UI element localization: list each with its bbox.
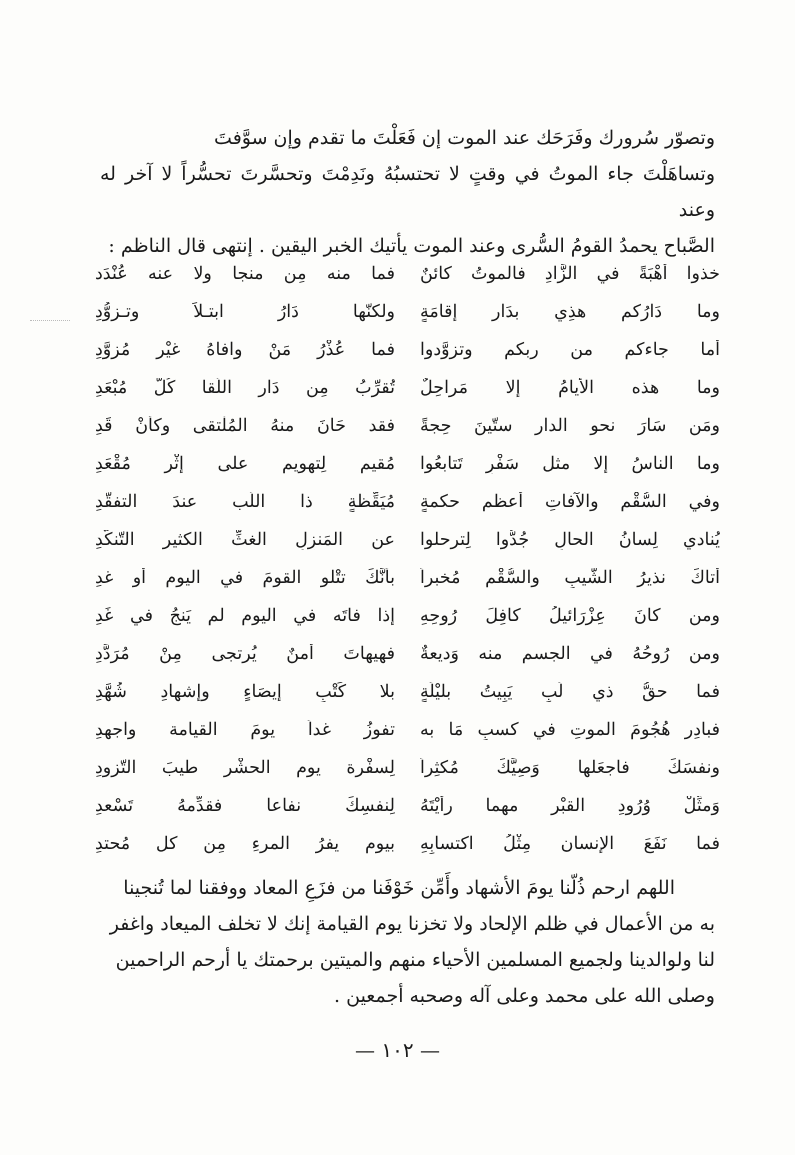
verse-second-hemistich: فما عُذْرُ مَنْ وافاهُ غيْر مُزوَّدِ (95, 340, 395, 360)
verse-first-hemistich: وَمثِّلْ وُرُودِ القبْرِ مهما رأيْتَهُ (420, 796, 720, 816)
verse-second-hemistich: تفوزُ غداً يومَ القيامة واجهدِ (95, 720, 395, 740)
verse-second-hemistich: عن المَنزِلِ الغثِّ الكثيرِ التّنكُّدِ (95, 530, 395, 550)
prose-line: لنا ولوالدينا ولجميع المسلمين الأحياء منهم والميتين برحمتك يا أرحم الراحمين (115, 949, 715, 971)
verse-first-hemistich: ومن رُوحُهُ في الجسم منه وَديعةٌ (420, 644, 720, 664)
poem-verse (95, 559, 720, 597)
verse-second-hemistich: ولكنّها دَارُ ابتـلاً وتـزوُّدِ (95, 302, 395, 322)
poem-verse (95, 369, 720, 407)
prose-line: به من الأعمال في ظلم الإلحاد ولا تخزنا يوم القيامة إنك لا تخلف الميعاد واغفر (109, 913, 715, 935)
poem-verse (95, 255, 720, 293)
poem-verse (95, 521, 720, 559)
poem-verse (95, 331, 720, 369)
opening-paragraph (100, 120, 715, 264)
verse-first-hemistich: فما حقُّ ذي لُبٍ يَبِيتُ بليْلَةٍ (420, 682, 720, 702)
verse-second-hemistich: لِنفسِكَ نفاعا فقدِّمهُ تَسْعدِ (95, 796, 395, 816)
verse-second-hemistich: إذا فاتَه في اليوم لم يَنجُ في غَدِ (95, 606, 395, 626)
verse-second-hemistich: مُيَقِّظةٍ ذا اللُّب عندَ التفقُّدِ (95, 492, 395, 512)
prose-line: وتصوّر سُرورك وفَرَحَك عند الموت إن فَعَلْتَ ما تقدم وإن سوَّفتَ (214, 127, 715, 149)
page-number: — ١٠٢ — (355, 1038, 440, 1062)
verse-first-hemistich: فما نَفَعَ الإنسان مِثْلُ اكتسابِهِ (420, 834, 720, 854)
verse-first-hemistich: أتاكَ نذيرُ الشَّيبِ والسُّقْمِ مُخبراً (420, 568, 720, 588)
closing-supplication (100, 870, 715, 1014)
verse-first-hemistich: وفي السُّقْمِ والآفاتِ أعظم حكمةٍ (420, 492, 720, 512)
verse-second-hemistich: فهيهاتَ أمنٌ يُرتجى مِنْ مُرَدَّدِ (95, 644, 395, 664)
poem (95, 255, 720, 863)
poem-verse (95, 597, 720, 635)
poem-verse (95, 825, 720, 863)
poem-verse (95, 293, 720, 331)
prose-line: الصَّباح يحمدُ القومُ السُّرى وعند الموت يأتيك الخبر اليقين . إنتهى قال الناظم : (108, 235, 715, 257)
verse-first-hemistich: ومن كانَ عِزْرَائيلُ كافِلَ رُوحِهِ (420, 606, 720, 626)
verse-first-hemistich: خذوا أُهْبَةً في الزَّادِ فالموتُ كائنٌ (420, 264, 720, 284)
verse-first-hemistich: وما هذه الأيامُ إلا مَراحِلٌ (420, 378, 720, 398)
margin-mark (30, 320, 70, 322)
verse-second-hemistich: فقد حَانَ منهُ المُلْتقى وكأنْ قَدِ (95, 416, 395, 436)
prose-line: وتساهَلْتَ جاء الموتُ في وقتٍ لا تحتسبُهُ ونَدِمْتَ وتحسَّرتَ تحسُّراً لا آخر له وعند (100, 163, 715, 221)
poem-verse (95, 483, 720, 521)
verse-first-hemistich: ومَن سَارَ نحو الدار ستّينَ حِجةً (420, 416, 720, 436)
poem-verse (95, 749, 720, 787)
verse-first-hemistich: وما الناسُ إلا مثل سَفْرٍ تَتابعُوا (420, 454, 720, 474)
verse-first-hemistich: يُنادي لِسانُ الحالِ جُدُّوا لِترحلوا (420, 530, 720, 550)
verse-first-hemistich: فبادِر هُجُومَ الموتِ في كسبِ مَا به (420, 720, 720, 740)
verse-first-hemistich: أما جاءكم من ربكم وتزوَّدوا (420, 340, 720, 360)
verse-second-hemistich: بيوم يفرُ المرءِ مِن كل مُحتدِ (95, 834, 395, 854)
prose-line: وصلى الله على محمد وعلى آله وصحبه أجمعين . (334, 985, 715, 1007)
poem-verse (95, 673, 720, 711)
verse-second-hemistich: بلا كَتْبِ إيصَاءٍ وإشهادِ شُهَّدِ (95, 682, 395, 702)
verse-second-hemistich: مُقيم لِتهويم على إثْرِ مُقْعَدِ (95, 454, 395, 474)
verse-second-hemistich: فما منه مِن منجا ولا عنه عُنْدَد (95, 264, 395, 284)
poem-verse (95, 445, 720, 483)
poem-verse (95, 635, 720, 673)
verse-second-hemistich: بأنَّكَ تتْلو القومَ في اليومِ أو غدِ (95, 568, 395, 588)
verse-first-hemistich: وما دَارُكم هذِي بدَارِ إقامَةٍ (420, 302, 720, 322)
poem-verse (95, 787, 720, 825)
verse-first-hemistich: ونفسَكَ فاجعَلها وَصِيَّكَ مُكثِراً (420, 758, 720, 778)
poem-verse (95, 711, 720, 749)
prose-line: اللهم ارحم ذُلّنا يومَ الأشهاد وأَمِّن خَوْفَنا من فزَعِ المعاد ووفقنا لما تُنجينا (123, 877, 675, 899)
verse-second-hemistich: لِسفْرة يوم الحشْرِ طيبَ التّزودِ (95, 758, 395, 778)
verse-second-hemistich: تُقرِّبُ مِن دَارِ اللّقا كُلَّ مُبْعَدِ (95, 378, 395, 398)
poem-verse (95, 407, 720, 445)
